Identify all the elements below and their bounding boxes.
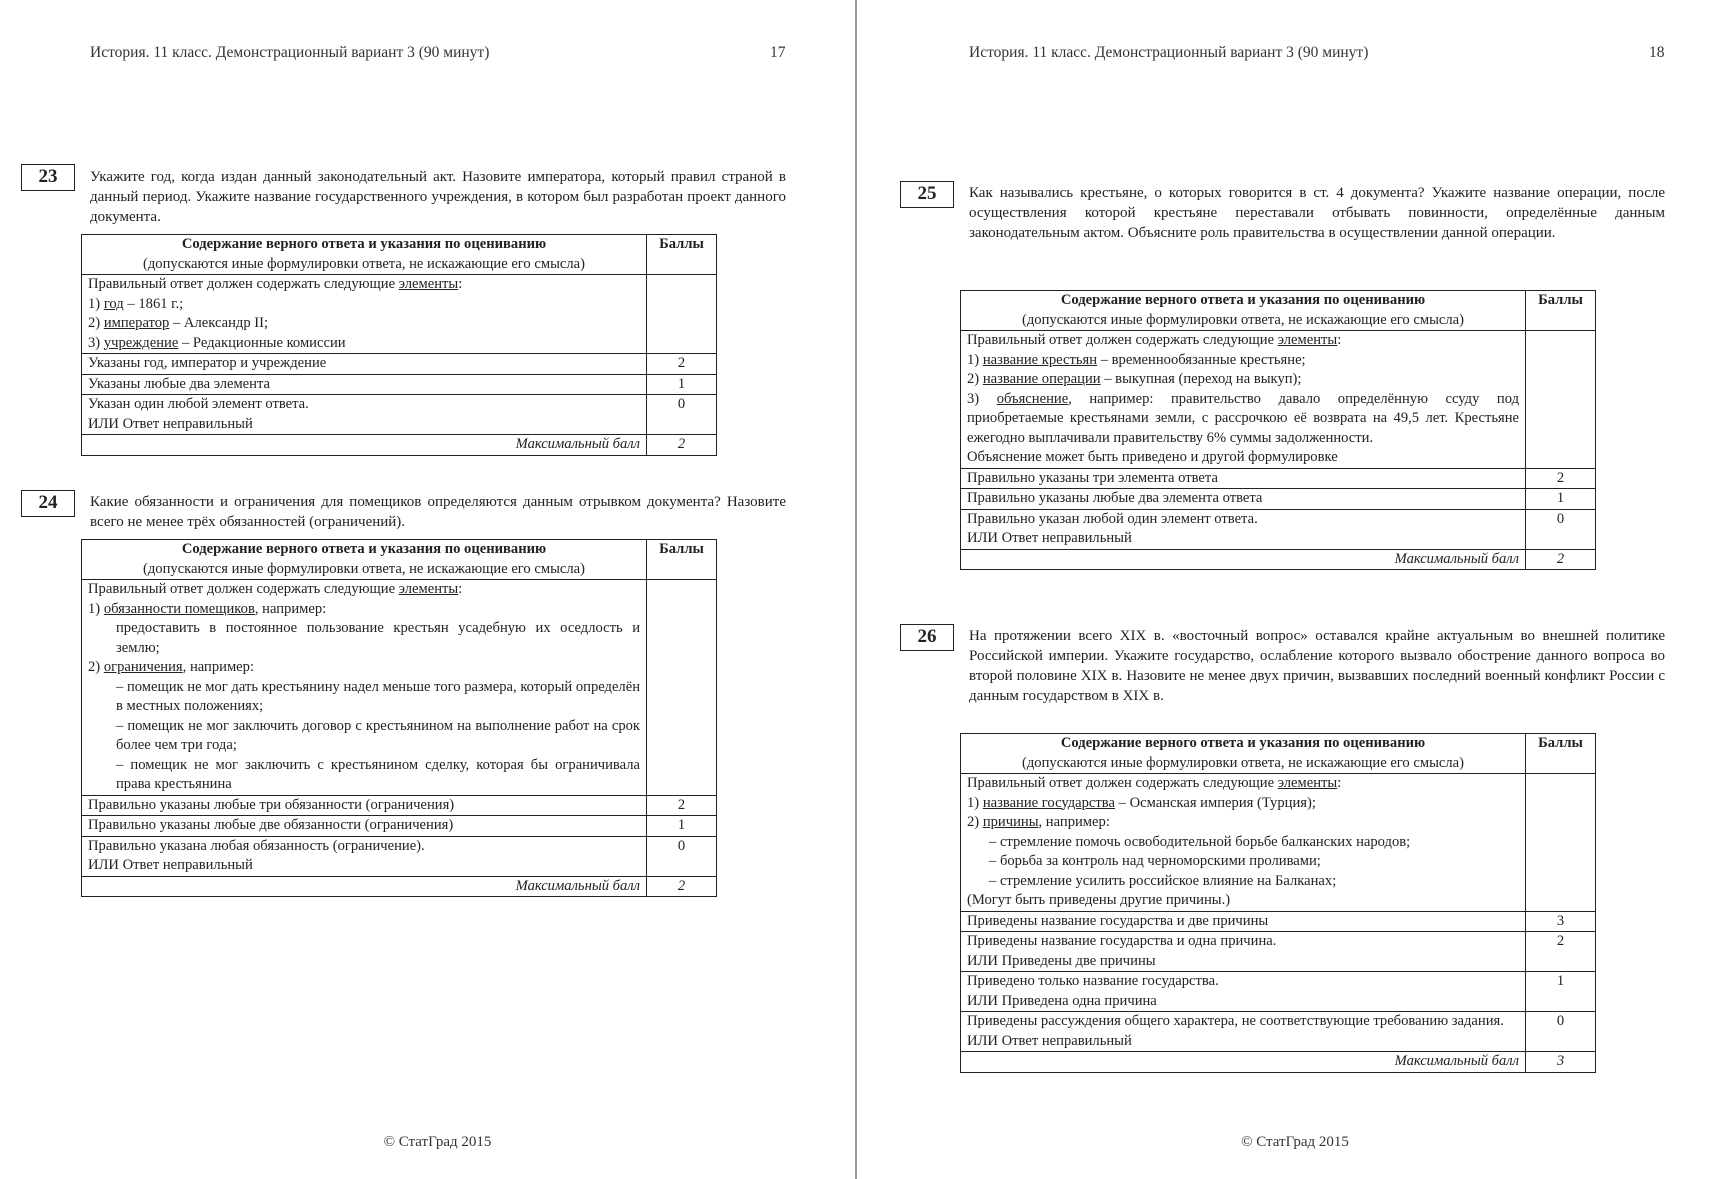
answer-item: 1) год – 1861 г.; — [88, 295, 184, 312]
page-number: 17 — [770, 44, 786, 61]
criteria-row: Правильно указана любая обязанность (ограничение). ИЛИ Ответ неправильный 0 — [82, 836, 717, 876]
points-header: Баллы — [647, 540, 717, 580]
criteria-row: Правильно указаны три элемента ответа 2 — [961, 468, 1596, 489]
criteria-row: Правильно указаны любые два элемента ответа 1 — [961, 489, 1596, 510]
question-number-24: 24 — [21, 490, 75, 517]
table-header-row — [82, 235, 717, 275]
answer-elements-row — [961, 331, 1596, 469]
question-number-26: 26 — [900, 624, 954, 651]
question-number-23: 23 — [21, 164, 75, 191]
points-header: Баллы — [1526, 734, 1596, 774]
page-header-title: История. 11 класс. Демонстрационный вариант 3 (90 минут) — [90, 44, 490, 61]
question-number-25: 25 — [900, 181, 954, 208]
criteria-row: Правильно указаны любые две обязанности (ограничения) 1 — [82, 816, 717, 837]
question-text-24: Какие обязанности и ограничения для помещиков определяются данным отрывком документа? Назовите всего не менее трёх обязанностей (ограничений). — [90, 494, 786, 530]
answer-table-25 — [960, 290, 1596, 570]
answer-table-24 — [81, 539, 717, 897]
max-score-row: Максимальный балл 2 — [961, 549, 1596, 570]
answer-table-26 — [960, 733, 1596, 1073]
table-header-row — [961, 291, 1596, 331]
answer-item: 2) император – Александр II; — [88, 315, 269, 331]
criteria-row: Указан один любой элемент ответа. ИЛИ Ответ неправильный 0 — [82, 395, 717, 435]
max-score-row: Максимальный балл 3 — [961, 1052, 1596, 1073]
content-header: Содержание верного ответа и указания по оцениванию (допускаются иные формулировки ответа, не искажающие его смысла) — [961, 734, 1526, 774]
points-header: Баллы — [1526, 291, 1596, 331]
question-text-23: Укажите год, когда издан данный законодательный акт. Назовите императора, который правил страной в данный период. Укажите название государственного учреждения, в котором был разработан проект данного документа. — [90, 169, 786, 225]
page-number: 18 — [1649, 44, 1665, 61]
criteria-row: Указаны любые два элемента 1 — [82, 374, 717, 395]
points-header: Баллы — [647, 235, 717, 275]
content-header: Содержание верного ответа и указания по оцениванию (допускаются иные формулировки ответа, не искажающие его смысла) — [961, 291, 1526, 331]
answer-elements: Правильный ответ должен содержать следующие элементы: 1) название крестьян – временнообязанные крестьяне; 2) название операции – выкупная (переход на выкуп); 3) объяснение, например: правительство давало определённую ссуду под приобретаемые крестьянами земли, с рассрочкою её возврата на 49,5 лет. Крестьяне ежегодно выплачивали правительству 6% суммы задолженности. Объяснение может быть приведено и другой формулировке — [961, 331, 1526, 469]
criteria-row: Правильно указаны любые три обязанности (ограничения) 2 — [82, 795, 717, 816]
table-header-row — [82, 540, 717, 580]
answer-elements: Правильный ответ должен содержать следующие элементы: 1) год – 1861 г.; 2) император – Александр II; 3) учреждение – Редакционные комиссии — [82, 275, 647, 354]
question-text-25: Как назывались крестьяне, о которых говорится в ст. 4 документа? Укажите название операции, после осуществления которой крестьяне переставали отбывать повинности, определённые данным законодательным актом. Объясните роль правительства в осуществлении данной операции. — [969, 185, 1665, 241]
footer-copyright: © СтатГрад 2015 — [383, 1134, 492, 1150]
answer-elements: Правильный ответ должен содержать следующие элементы: 1) название государства – Османская империя (Турция); 2) причины, например: – стремление помочь освободительной борьбе балканских народов; – борьба за контроль над черноморскими проливами; – стремление усилить российское влияние на Балканах; (Могут быть приведены другие причины.) — [961, 774, 1526, 912]
criteria-row: Указаны год, император и учреждение 2 — [82, 354, 717, 375]
criteria-row: Приведено только название государства. ИЛИ Приведена одна причина 1 — [961, 972, 1596, 1012]
left-page — [0, 0, 855, 1179]
question-text-26: На протяжении всего XIX в. «восточный вопрос» оставался крайне актуальным во внешней политике Российской империи. Укажите государство, ослабление которого вызвало обострение данного вопроса во второй половине XIX в. Назовите не менее двух причин, вызвавших последний военный конфликт России с данным государством в XIX в. — [969, 628, 1665, 704]
content-header: Содержание верного ответа и указания по оцениванию (допускаются иные формулировки ответа, не искажающие его смысла) — [82, 235, 647, 275]
answer-elements-row — [82, 580, 717, 796]
answer-item: 3) учреждение – Редакционные комиссии — [88, 334, 346, 351]
criteria-row: Приведены название государства и одна причина. ИЛИ Приведены две причины 2 — [961, 932, 1596, 972]
max-score-row: Максимальный балл 2 — [82, 435, 717, 456]
page-header-title: История. 11 класс. Демонстрационный вариант 3 (90 минут) — [969, 44, 1369, 61]
criteria-row: Приведены рассуждения общего характера, не соответствующие требованию задания. ИЛИ Ответ неправильный 0 — [961, 1012, 1596, 1052]
right-page — [857, 0, 1714, 1179]
max-score-row: Максимальный балл 2 — [82, 876, 717, 897]
criteria-row: Правильно указан любой один элемент ответа. ИЛИ Ответ неправильный 0 — [961, 509, 1596, 549]
answer-elements-row — [961, 774, 1596, 912]
criteria-row: Приведены название государства и две причины 3 — [961, 911, 1596, 932]
content-header: Содержание верного ответа и указания по оцениванию (допускаются иные формулировки ответа, не искажающие его смысла) — [82, 540, 647, 580]
answer-elements-row — [82, 275, 717, 354]
answer-elements: Правильный ответ должен содержать следующие элементы: 1) обязанности помещиков, например: предоставить в постоянное пользование крестьян усадебную их оседлость и землю; 2) ограничения, например: – помещик не мог дать крестьянину надел меньше того размера, который определён в местных положениях; – помещик не мог заключить договор с крестьянином на выполнение работ на срок более чем три года; – помещик не мог заключить с крестьянином сделку, которая бы ограничивала права крестьянина — [82, 580, 647, 796]
answer-table-23 — [81, 234, 717, 456]
footer-copyright: © СтатГрад 2015 — [1241, 1134, 1349, 1150]
table-header-row — [961, 734, 1596, 774]
